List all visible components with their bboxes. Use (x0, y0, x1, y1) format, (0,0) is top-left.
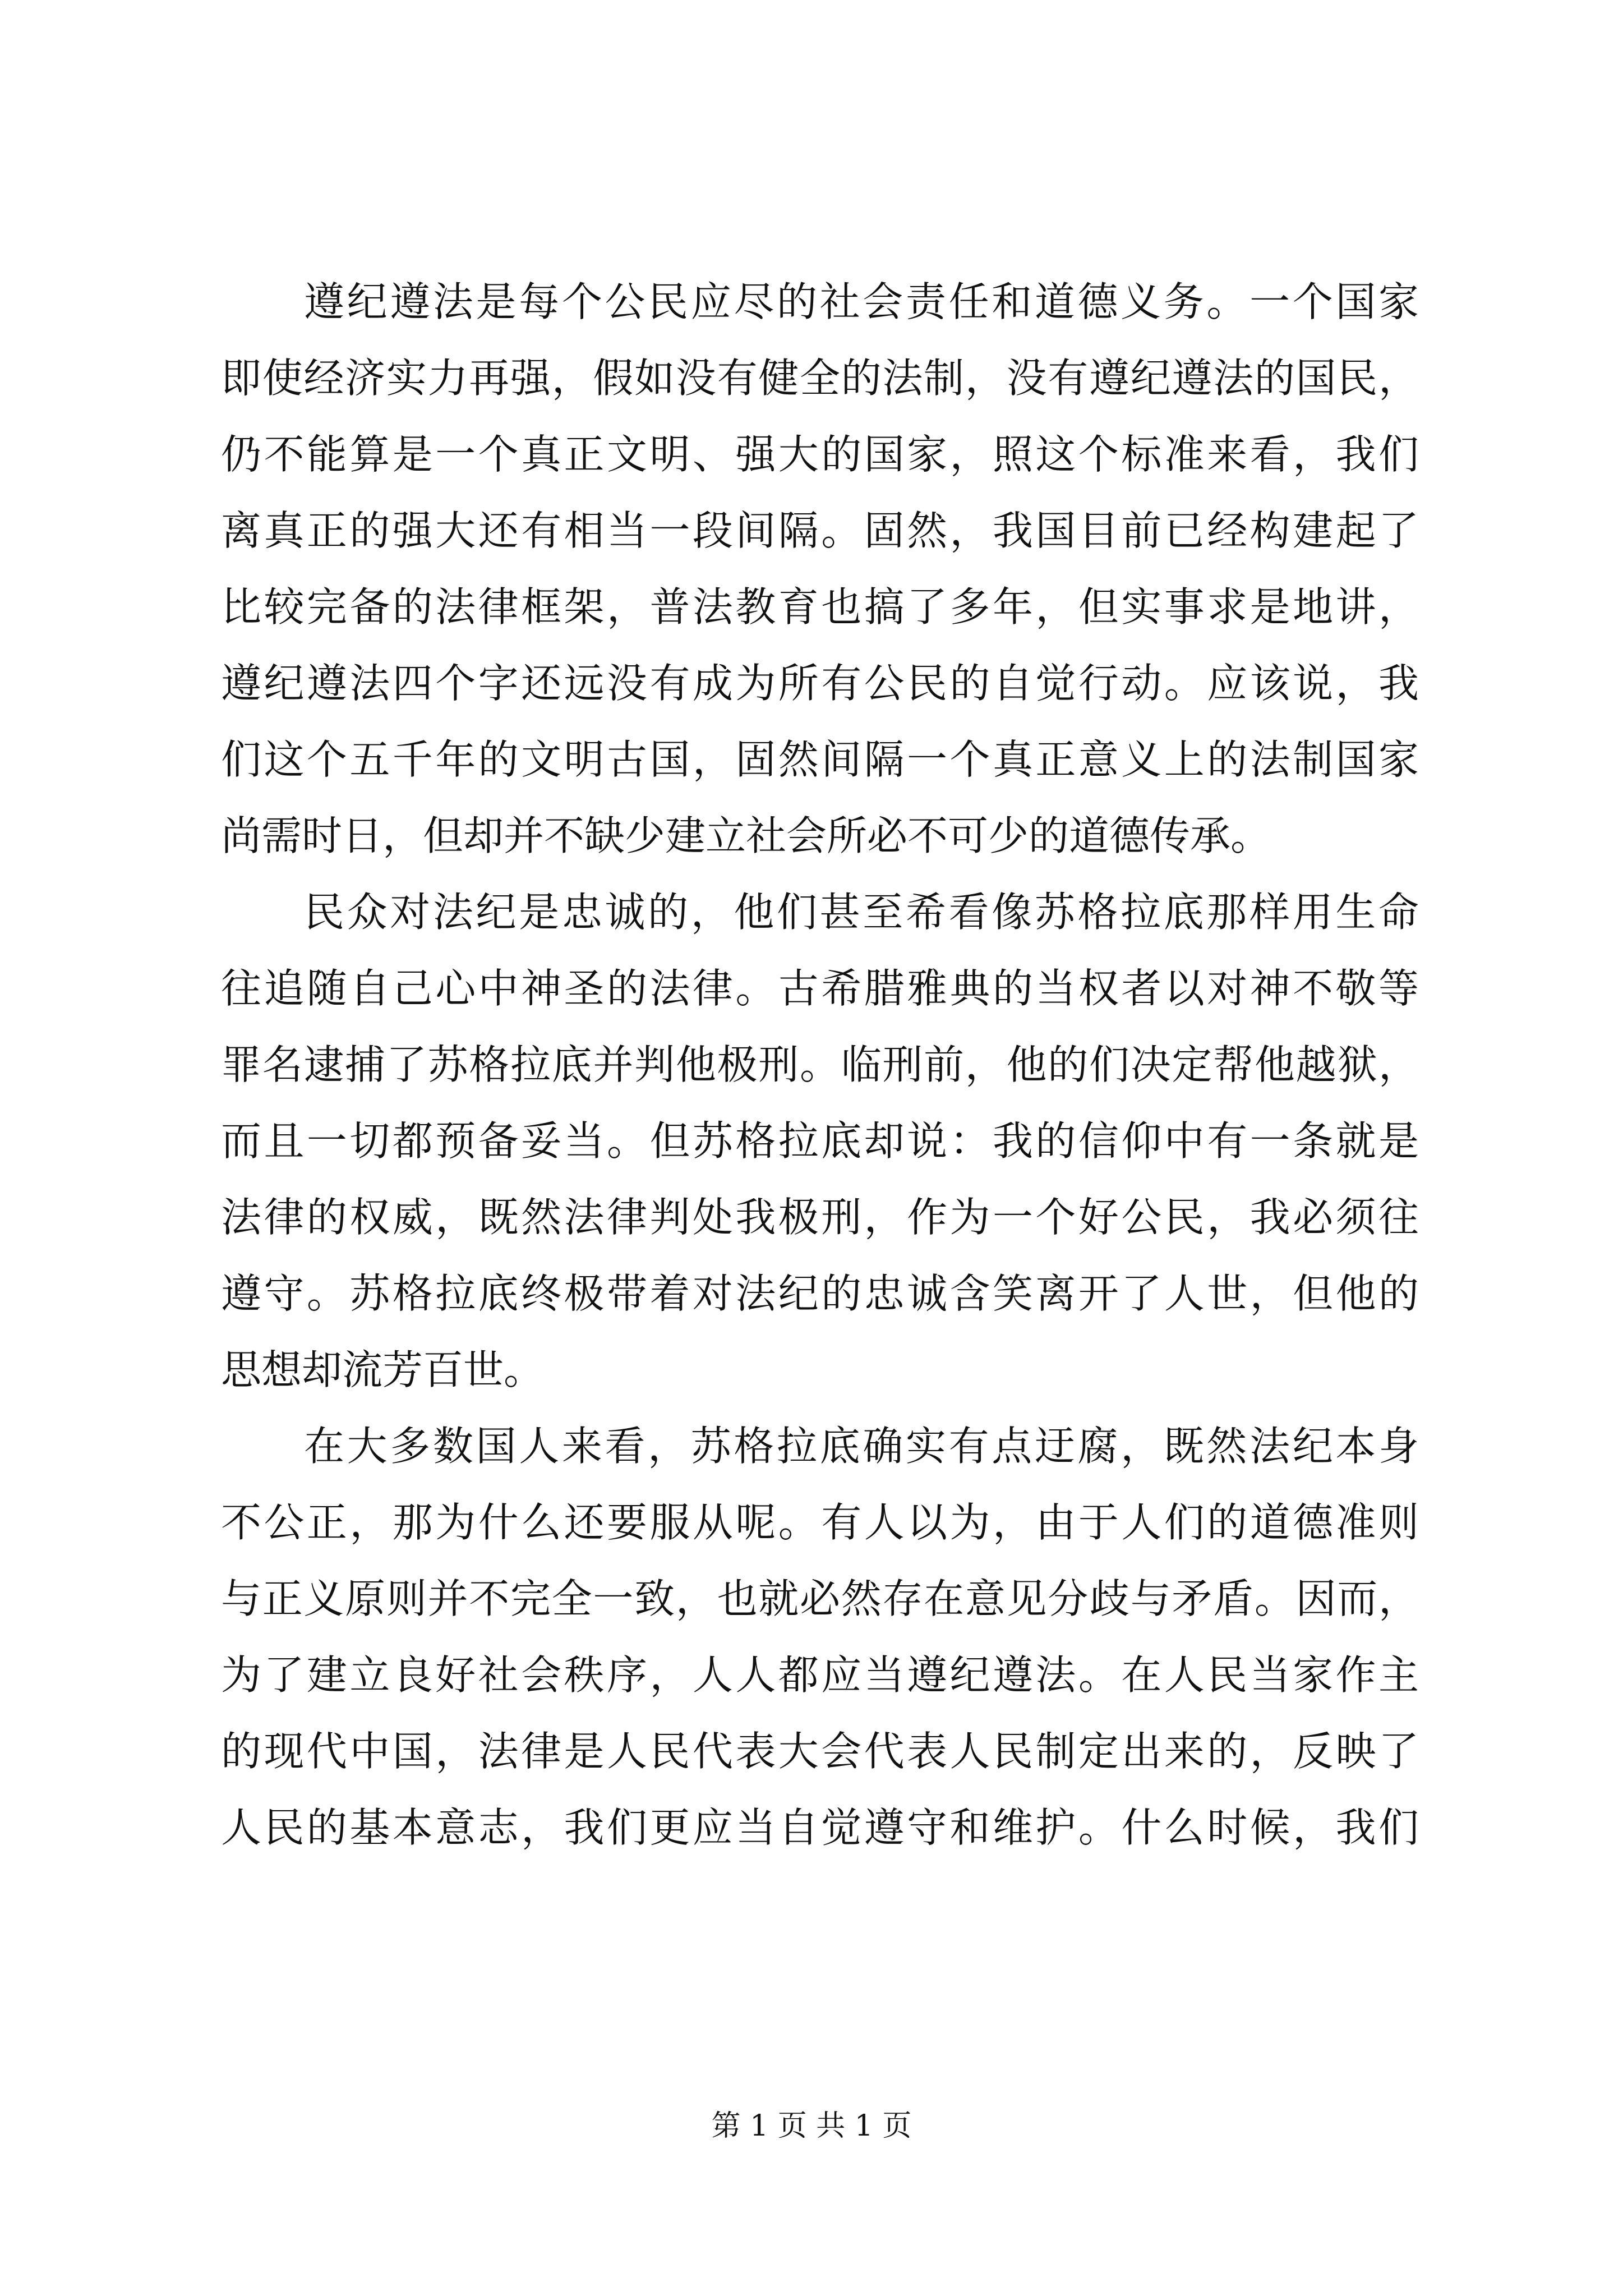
text-line: 的现代中国，法律是人民代表大会代表人民制定出来的，反映了 (221, 1728, 1419, 1775)
text-line: 遵守。苏格拉底终极带着对法纪的忠诚含笑离开了人世，但他的 (221, 1270, 1419, 1317)
page-number-footer: 第 1 页 共 1 页 (711, 2109, 912, 2143)
text-line: 离真正的强大还有相当一段间隔。固然，我国目前已经构建起了 (221, 507, 1419, 554)
paragraph-2 (221, 874, 1419, 1408)
text-line: 在大多数国人来看，苏格拉底确实有点迂腐，既然法纪本身 (304, 1423, 1419, 1470)
text-line: 们这个五千年的文明古国，固然间隔一个真正意义上的法制国家 (221, 736, 1419, 783)
text-line: 遵纪遵法是每个公民应尽的社会责任和道德义务。一个国家 (304, 278, 1419, 325)
text-line: 往追随自己心中神圣的法律。古希腊雅典的当权者以对神不敬等 (221, 965, 1419, 1012)
text-line: 罪名逮捕了苏格拉底并判他极刑。临刑前，他的们决定帮他越狱， (221, 1041, 1419, 1088)
text-line: 尚需时日，但却并不缺少建立社会所必不可少的道德传承。 (221, 812, 1271, 859)
paragraph-3 (221, 1408, 1419, 1866)
document-body (221, 264, 1419, 1866)
text-line: 思想却流芳百世。 (221, 1346, 545, 1393)
text-line: 即使经济实力再强，假如没有健全的法制，没有遵纪遵法的国民， (221, 355, 1419, 402)
paragraph-1 (221, 264, 1419, 874)
text-line: 民众对法纪是忠诚的，他们甚至希看像苏格拉底那样用生命 (304, 889, 1419, 936)
text-line: 比较完备的法律框架，普法教育也搞了多年，但实事求是地讲， (221, 583, 1419, 631)
text-line: 不公正，那为什么还要服从呢。有人以为，由于人们的道德准则 (221, 1499, 1419, 1546)
text-line: 法律的权威，既然法律判处我极刑，作为一个好公民，我必须往 (221, 1194, 1419, 1241)
text-line: 人民的基本意志，我们更应当自觉遵守和维护。什么时候，我们 (221, 1804, 1419, 1851)
text-line: 仍不能算是一个真正文明、强大的国家，照这个标准来看，我们 (221, 431, 1419, 478)
text-line: 而且一切都预备妥当。但苏格拉底却说：我的信仰中有一条就是 (221, 1117, 1419, 1165)
text-line: 遵纪遵法四个字还远没有成为所有公民的自觉行动。应该说，我 (221, 660, 1419, 707)
text-line: 为了建立良好社会秩序，人人都应当遵纪遵法。在人民当家作主 (221, 1651, 1419, 1699)
text-line: 与正义原则并不完全一致，也就必然存在意见分歧与矛盾。因而， (221, 1575, 1419, 1622)
